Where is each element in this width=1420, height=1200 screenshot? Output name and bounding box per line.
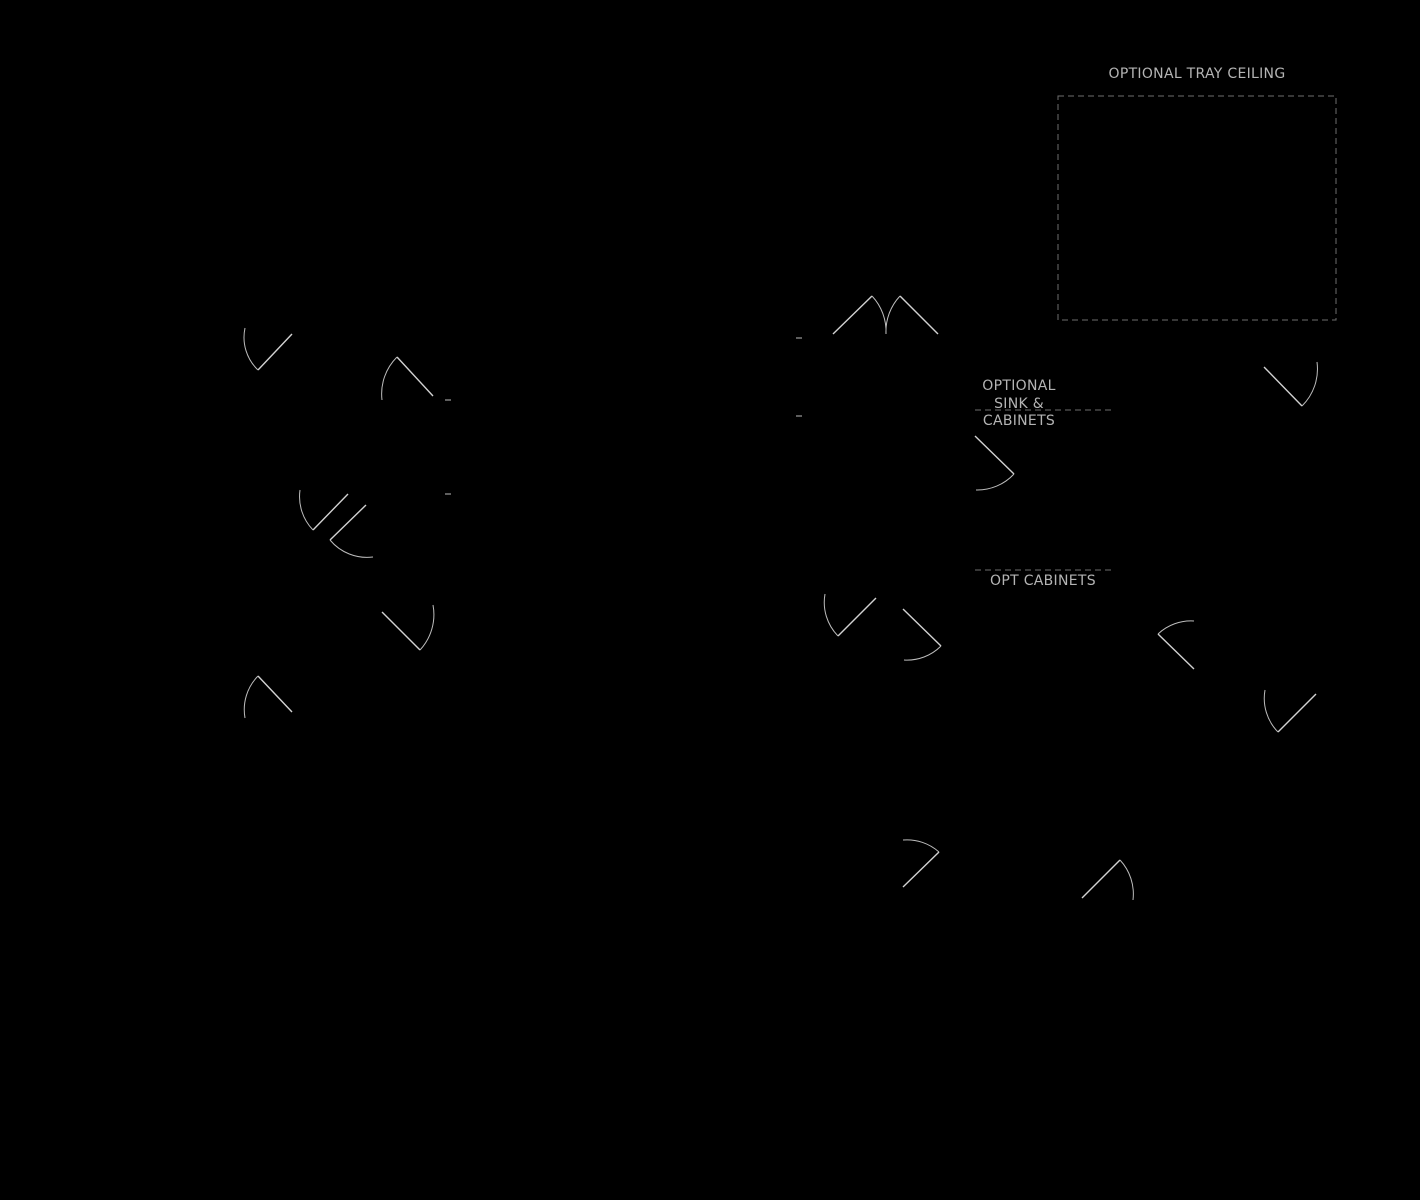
double-door-swing [833, 296, 938, 334]
opt-cabinets-label: OPT CABINETS [990, 573, 1096, 589]
door-swing [382, 605, 434, 650]
door-swing [300, 490, 348, 530]
door-swing [1082, 860, 1133, 900]
sink-cabinets-label-line2: SINK & [994, 396, 1044, 412]
door-swing [330, 505, 373, 557]
door-swing [244, 676, 292, 718]
door-swing [244, 328, 292, 370]
door-swing [903, 609, 941, 660]
sink-cabinets-label-line1: OPTIONAL [982, 378, 1056, 394]
sink-cabinets-label-line3: CABINETS [982, 413, 1056, 429]
door-swing [1158, 621, 1194, 669]
tray-ceiling-outline [1058, 96, 1336, 320]
door-swing [824, 594, 876, 636]
door-swing [1264, 362, 1317, 406]
door-swing [1264, 690, 1316, 732]
door-swing [975, 436, 1014, 490]
tray-ceiling-label: OPTIONAL TRAY CEILING [1108, 66, 1286, 82]
door-swing [903, 840, 939, 887]
door-swing [382, 357, 433, 400]
